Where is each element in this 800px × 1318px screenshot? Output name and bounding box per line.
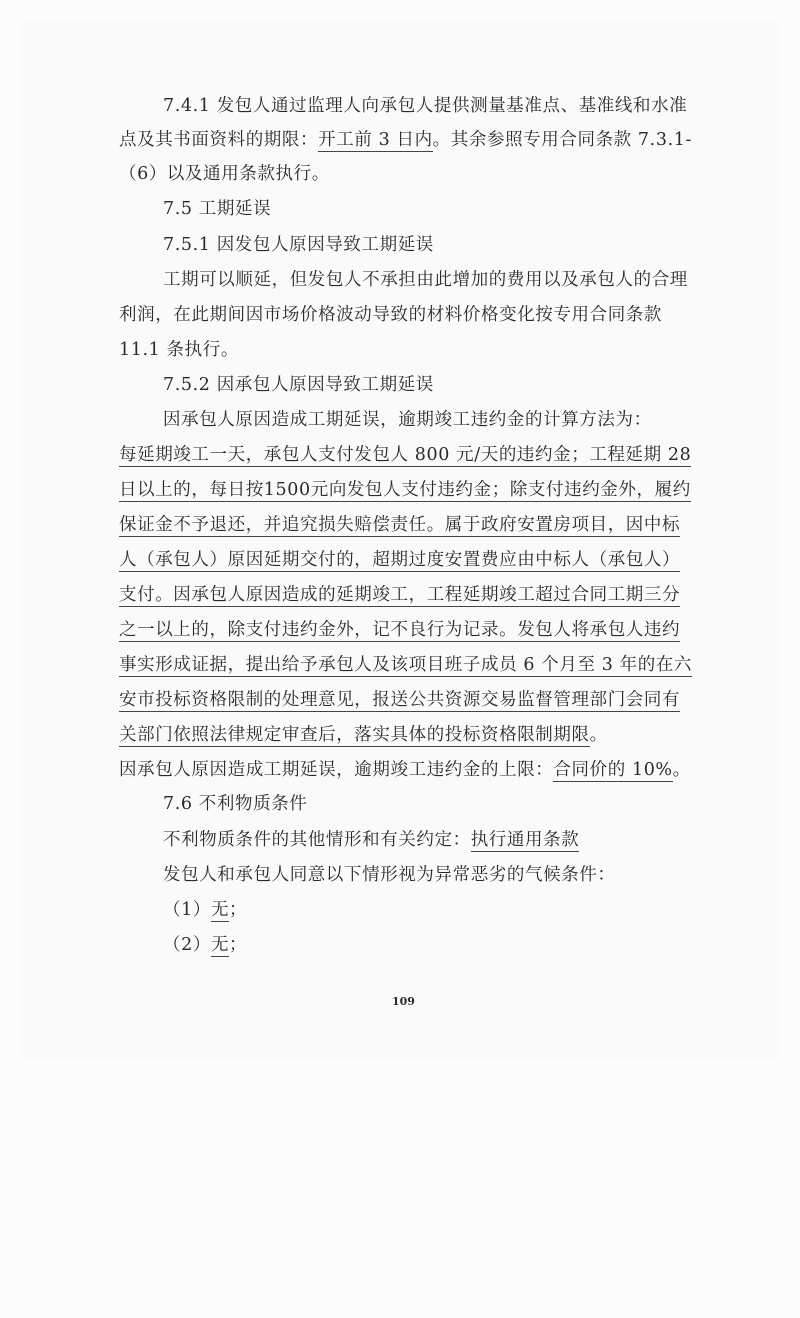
penalty-line-1 (119, 443, 691, 467)
clause-741-line3: （6）以及通用条款执行。 (119, 164, 330, 184)
adverse-conditions-line (163, 828, 579, 852)
clause-752-intro: 因承包人原因造成工期延误，逾期竣工违约金的计算方法为： (163, 410, 652, 430)
clause-751-line1: 工期可以顺延，但发包人不承担由此增加的费用以及承包人的合理 (163, 270, 688, 290)
penalty-text-6: 之一以上的，除支付违约金外，记不良行为记录。发包人将承包人违约 (119, 620, 681, 640)
weather-item-2-end: ； (229, 935, 248, 955)
weather-item-1-value: 无 (210, 900, 230, 920)
clause-751-line2: 利润，在此期间因市场价格波动导致的材料价格变化按专用合同条款 (119, 305, 662, 325)
penalty-text-9: 关部门依照法律规定审查后，落实具体的投标资格限制期限 (119, 725, 590, 745)
penalty-text-8: 安市投标资格限制的处理意见，报送公共资源交易监督管理部门会同有 (119, 690, 681, 710)
page-number: 109 (392, 995, 415, 1008)
penalty-line-5 (119, 583, 680, 607)
weather-conditions-line: 发包人和承包人同意以下情形视为异常恶劣的气候条件： (163, 865, 616, 885)
penalty-line-6 (119, 618, 680, 642)
penalty-text-3: 保证金不予退还，并追究损失赔偿责任。属于政府安置房项目，因中标 (119, 515, 681, 535)
penalty-cap-end: 。 (672, 760, 691, 780)
penalty-line-4 (119, 548, 680, 572)
adverse-conditions-value: 执行通用条款 (470, 830, 580, 850)
penalty-text-5: 支付。因承包人原因造成的延期竣工，工程延期竣工超过合同工期三分 (119, 585, 681, 605)
penalty-line-9 (119, 723, 608, 747)
penalty-cap-line (119, 758, 691, 782)
clause-741-deadline: 开工前 3 日内 (318, 130, 433, 150)
clause-741-text-a: 点及其书面资料的期限： (119, 130, 319, 150)
clause-741-text-b: 。其余参照专用合同条款 7.3.1- (432, 130, 692, 150)
penalty-line-8 (119, 688, 680, 712)
section-76-heading: 7.6 不利物质条件 (163, 794, 308, 814)
penalty-line-7 (119, 653, 692, 677)
clause-751-heading: 7.5.1 因发包人原因导致工期延误 (163, 235, 434, 255)
penalty-line-9-end: 。 (589, 725, 608, 745)
clause-752-heading: 7.5.2 因承包人原因导致工期延误 (163, 375, 434, 395)
penalty-cap-value: 合同价的 10% (553, 760, 673, 780)
clause-751-line3: 11.1 条执行。 (119, 340, 239, 360)
penalty-cap-label: 因承包人原因造成工期延误，逾期竣工违约金的上限： (119, 760, 554, 780)
weather-item-1 (163, 898, 247, 922)
penalty-text-1: 每延期竣工一天，承包人支付发包人 800 元/天的违约金；工程延期 28 (119, 445, 692, 465)
section-75-heading: 7.5 工期延误 (163, 199, 272, 219)
adverse-conditions-label: 不利物质条件的其他情形和有关约定： (163, 830, 471, 850)
weather-item-1-label: （1） (163, 900, 211, 920)
penalty-line-3 (119, 513, 680, 537)
penalty-text-4: 人（承包人）原因延期交付的，超期过度安置费应由中标人（承包人） (119, 550, 681, 570)
weather-item-2 (163, 933, 247, 957)
weather-item-1-end: ； (229, 900, 248, 920)
penalty-text-2: 日以上的，每日按1500元向发包人支付违约金；除支付违约金外，履约 (119, 480, 691, 500)
clause-741-line1: 7.4.1 发包人通过监理人向承包人提供测量基准点、基准线和水准 (163, 96, 688, 116)
weather-item-2-value: 无 (210, 935, 230, 955)
clause-741-line2 (119, 128, 692, 152)
penalty-text-7: 事实形成证据，提出给予承包人及该项目班子成员 6 个月至 3 年的在六 (119, 655, 693, 675)
weather-item-2-label: （2） (163, 935, 211, 955)
penalty-line-2 (119, 478, 691, 502)
